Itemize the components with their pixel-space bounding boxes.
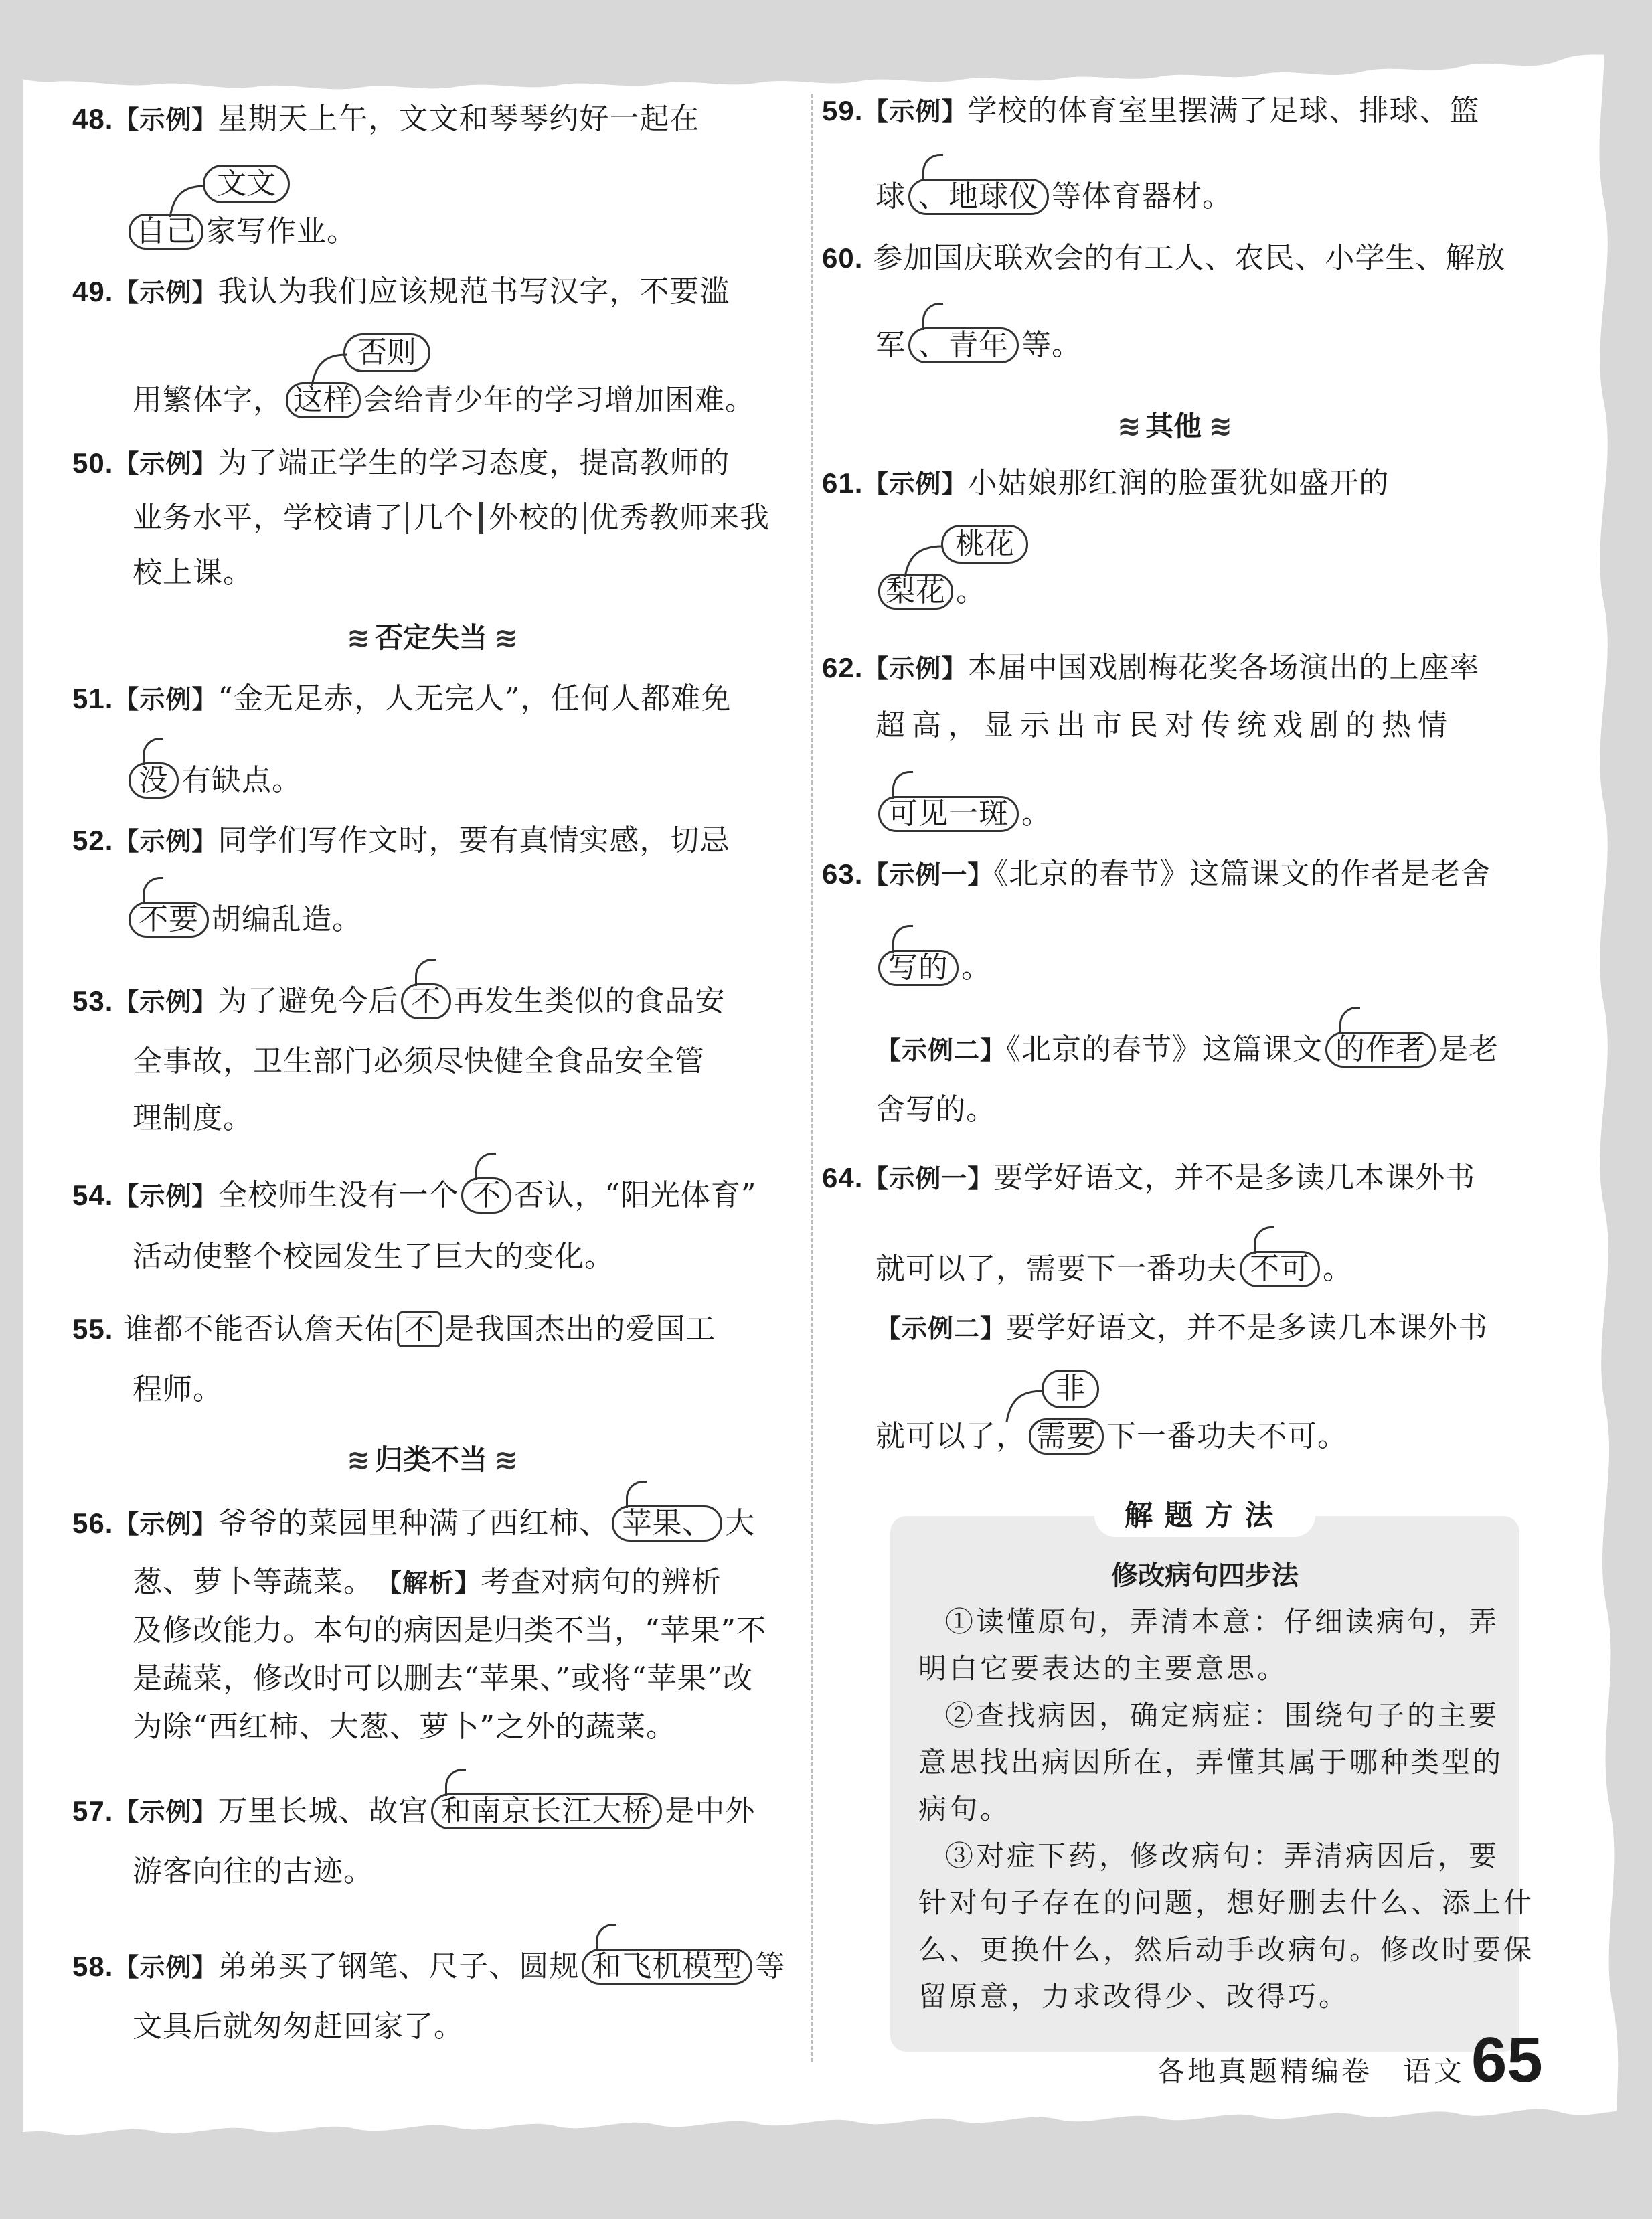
- method-line-5: 病句。: [918, 1793, 1011, 1825]
- q59-line2: 球 、地球仪 等体育器材。: [876, 179, 1232, 214]
- q51-line2: 没 有缺点。: [126, 762, 302, 799]
- q61-insert-word: 桃花: [941, 525, 1028, 564]
- method-title: 解题方法: [1094, 1494, 1315, 1537]
- q49-line1: 49.【示例】我认为我们应该规范书写汉字，不要滥: [72, 274, 730, 309]
- q64-line4: 就可以了， 需要 下一番功夫不可。: [876, 1419, 1347, 1453]
- method-subtitle: 修改病句四步法: [1111, 1560, 1299, 1591]
- q56-line1: 56.【示例】爷爷的菜园里种满了西红柿、 苹果、 大: [72, 1506, 756, 1540]
- q60-line2: 军 、青年 等。: [876, 328, 1082, 362]
- q64-insert-word: 非: [1042, 1370, 1099, 1408]
- q48-line1: 48.【示例】星期天上午，文文和琴琴约好一起在: [72, 102, 700, 136]
- q63-line2: 写的 。: [876, 949, 991, 987]
- section-heading-negation: ≋ 否定失当 ≋: [347, 621, 515, 654]
- q58-line2: 文具后就匆匆赶回家了。: [133, 2009, 464, 2044]
- q63-line3: 【示例二】《北京的春节》这篇课文 的作者 是老: [876, 1032, 1499, 1066]
- q48-line2: 自己 家写作业。: [126, 213, 357, 250]
- method-line-9: 留原意，力求改得少、改得巧。: [918, 1980, 1350, 2013]
- q56-line3: 及修改能力。本句的病因是归类不当，“苹果”不: [133, 1613, 766, 1647]
- wavy-bottom-border: [0, 2102, 1652, 2219]
- q54-line2: 活动使整个校园发生了巨大的变化。: [133, 1240, 614, 1274]
- q55-line1: 55. 谁都不能否认詹天佑 不 是我国杰出的爱国工: [72, 1312, 716, 1346]
- section-heading-classification: ≋ 归类不当 ≋: [347, 1443, 515, 1476]
- q50-line1: 50.【示例】为了端正学生的学习态度，提高教师的: [72, 446, 730, 480]
- q62-line3: 可见一斑 。: [876, 795, 1052, 833]
- q50-line2: 业务水平，学校请了 几个 外校的 优秀教师来我: [133, 501, 770, 535]
- method-line-3: ②查找病因，确定病症：围绕句子的主要: [945, 1699, 1500, 1732]
- q49-insert-word: 否则: [343, 333, 430, 372]
- q58-line1: 58.【示例】弟弟买了钢笔、尺子、圆规 和飞机模型 等: [72, 1949, 786, 1983]
- q63-line1: 63.【示例一】《北京的春节》这篇课文的作者是老舍: [822, 857, 1491, 891]
- footer-book-title: 各地真题精编卷 语文: [1157, 2055, 1465, 2088]
- q57-line1: 57.【示例】万里长城、故宫 和南京长江大桥 是中外: [72, 1794, 756, 1828]
- method-line-7: 针对句子存在的问题，想好删去什么、添上什: [918, 1886, 1535, 1919]
- q56-line2: 葱、萝卜等蔬菜。 【解析】考查对病句的辨析: [133, 1565, 722, 1599]
- q57-line2: 游客向往的古迹。: [133, 1854, 374, 1888]
- page-number: 65: [1471, 2024, 1543, 2096]
- method-line-2: 明白它要表达的主要意思。: [918, 1652, 1289, 1685]
- method-line-6: ③对症下药，修改病句：弄清病因后，要: [945, 1839, 1500, 1872]
- q64-line1: 64.【示例一】要学好语文，并不是多读几本课外书: [822, 1161, 1476, 1195]
- q62-line1: 62.【示例】本届中国戏剧梅花奖各场演出的上座率: [822, 651, 1480, 685]
- q48-insert-word: 文文: [203, 165, 290, 203]
- q60-line1: 60. 参加国庆联欢会的有工人、农民、小学生、解放: [822, 241, 1506, 275]
- q63-line4: 舍写的。: [876, 1092, 996, 1127]
- wavy-top-border: [0, 0, 1652, 94]
- q64-line3: 【示例二】要学好语文，并不是多读几本课外书: [876, 1311, 1489, 1345]
- q61-line2: 梨花 。: [876, 573, 986, 610]
- q56-line5: 为除“西红柿、大葱、萝卜”之外的蔬菜。: [133, 1710, 676, 1744]
- method-box: [890, 1516, 1519, 2052]
- method-line-1: ①读懂原句，弄清本意：仔细读病句，弄: [945, 1605, 1500, 1638]
- q53-line2: 全事故，卫生部门必须尽快健全食品安全管: [133, 1044, 705, 1078]
- q55-line2: 程师。: [133, 1372, 223, 1406]
- q56-line4: 是蔬菜，修改时可以删去“苹果、”或将“苹果”改: [133, 1661, 753, 1696]
- q53-line1: 53.【示例】为了避免今后 不 再发生类似的食品安: [72, 984, 726, 1018]
- section-heading-other: ≋ 其他 ≋: [1117, 410, 1230, 442]
- q50-line3: 校上课。: [133, 556, 253, 590]
- q52-line2: 不要 胡编乱造。: [126, 901, 362, 938]
- q53-line3: 理制度。: [133, 1101, 253, 1135]
- q59-line1: 59.【示例】学校的体育室里摆满了足球、排球、篮: [822, 94, 1480, 128]
- column-divider: [811, 94, 813, 2062]
- q54-line1: 54.【示例】全校师生没有一个 不 否认，“阳光体育”: [72, 1178, 757, 1212]
- q51-line1: 51.【示例】“金无足赤，人无完人”，任何人都难免: [72, 681, 732, 716]
- method-line-8: 么、更换什么，然后动手改病句。修改时要保: [918, 1933, 1535, 1966]
- q52-line1: 52.【示例】同学们写作文时，要有真情实感，切忌: [72, 823, 730, 857]
- q61-line1: 61.【示例】小姑娘那红润的脸蛋犹如盛开的: [822, 466, 1390, 500]
- q64-line2: 就可以了，需要下一番功夫 不可 。: [876, 1252, 1353, 1286]
- q49-line2: 用繁体字， 这样 会给青少年的学习增加困难。: [133, 383, 755, 417]
- q62-line2: 超高，显示出市民对传统戏剧的热情: [876, 708, 1454, 742]
- wavy-right-border: [1540, 0, 1652, 2219]
- method-line-4: 意思找出病因所在，弄懂其属于哪种类型的: [918, 1746, 1504, 1779]
